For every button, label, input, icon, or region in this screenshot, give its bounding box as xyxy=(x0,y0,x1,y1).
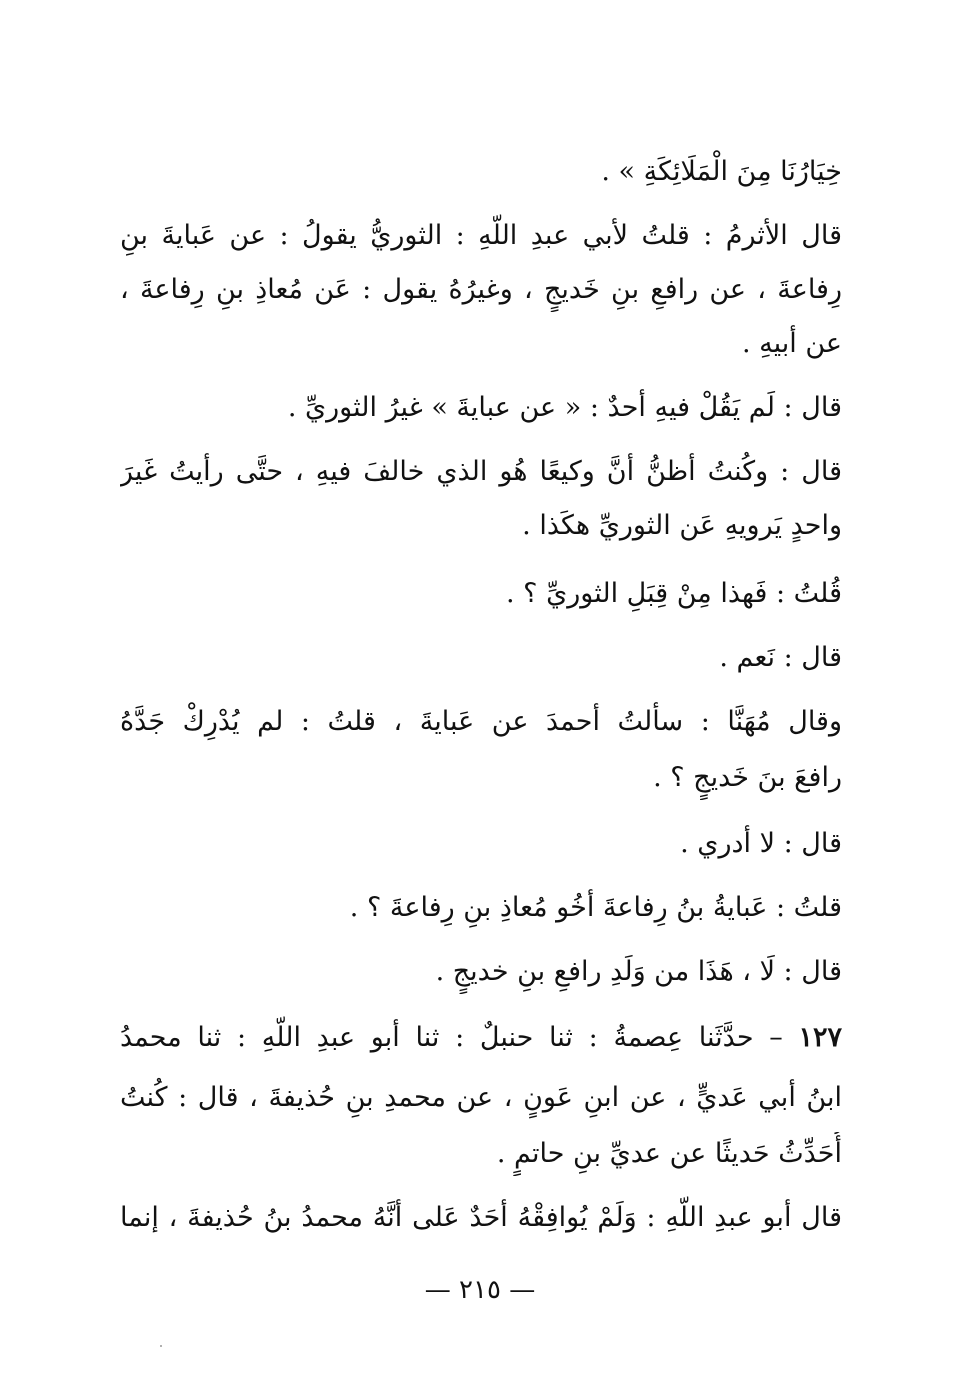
text-line-14: قال : لَا ، هَذَا من وَلَدِ رافعِ بنِ خديجٍ . xyxy=(435,956,842,987)
text-line-4: عن أبيهِ . xyxy=(741,328,842,359)
text-line-17: أُحَدِّثُ حَديثًا عن عديِّ بنِ حاتمٍ . xyxy=(496,1138,842,1169)
text-line-7: واحدٍ يَرويهِ عَن الثوريِّ هكَذا . xyxy=(522,510,842,541)
text-line-5: قال : لَم يَقُلْ فيهِ أحدٌ : « عن عبايةَ » غيرُ الثوريِّ . xyxy=(287,392,842,423)
text-line-8: قُلتُ : فَهذا مِنْ قِبَلِ الثوريِّ ؟ . xyxy=(506,578,842,609)
text-line-11: رافعَ بنَ خَديجٍ ؟ . xyxy=(653,762,842,793)
text-line-15-body: – حدَّثَنا عِصمةُ : ثنا حنبلٌ : ثنا أبو عبدِ اللّهِ : ثنا محمدُ xyxy=(120,1022,783,1053)
text-line-18: قال أبو عبدِ اللّهِ : وَلَمْ يُوافِقْهُ أحَدٌ عَلى أنَّهُ محمدُ بنُ حُذيفةَ ، إنما xyxy=(120,1202,842,1233)
text-line-9: قال : نَعم . xyxy=(719,642,842,673)
text-line-13: قلتُ : عَبايةُ بنُ رِفاعةَ أخُو مُعاذِ بنِ رِفاعةَ ؟ . xyxy=(349,892,842,923)
text-line-3: رِفاعةَ ، عن رافعِ بنِ خَديجٍ ، وغيرُهُ يقول : عَن مُعاذِ بنِ رِفاعةَ ، xyxy=(120,274,842,305)
text-line-12: قال : لا أدري . xyxy=(680,828,842,859)
text-line-2: قال الأثرمُ : قلتُ لأبي عبدِ اللّهِ : الثوريُّ يقولُ : عن عَبايةَ بنِ xyxy=(120,220,842,251)
text-line-10: وقال مُهَنَّا : سألتُ أحمدَ عن عَبايةَ ، قلتُ : لم يُدْرِكْ جَدَّهُ xyxy=(120,706,842,737)
page-number: — ٢١٥ — xyxy=(424,1275,536,1305)
text-line-6: قال : وكُنتُ أظنُّ أنَّ وكيعًا هُو الذي خالفَ فيهِ ، حتَّى رأيتُ غَيرَ xyxy=(120,456,842,487)
hadith-number: ١٢٧ xyxy=(798,1022,842,1053)
text-line-1: خِيَارُنَا مِنَ الْمَلَائِكَةِ » . xyxy=(601,156,842,187)
text-line-15 xyxy=(120,1016,842,1060)
scan-speck xyxy=(160,1345,162,1347)
text-line-16: ابنُ أبي عَديٍّ ، عن ابنِ عَونٍ ، عن محمدِ بنِ حُذيفةَ ، قال : كُنتُ xyxy=(120,1082,842,1113)
